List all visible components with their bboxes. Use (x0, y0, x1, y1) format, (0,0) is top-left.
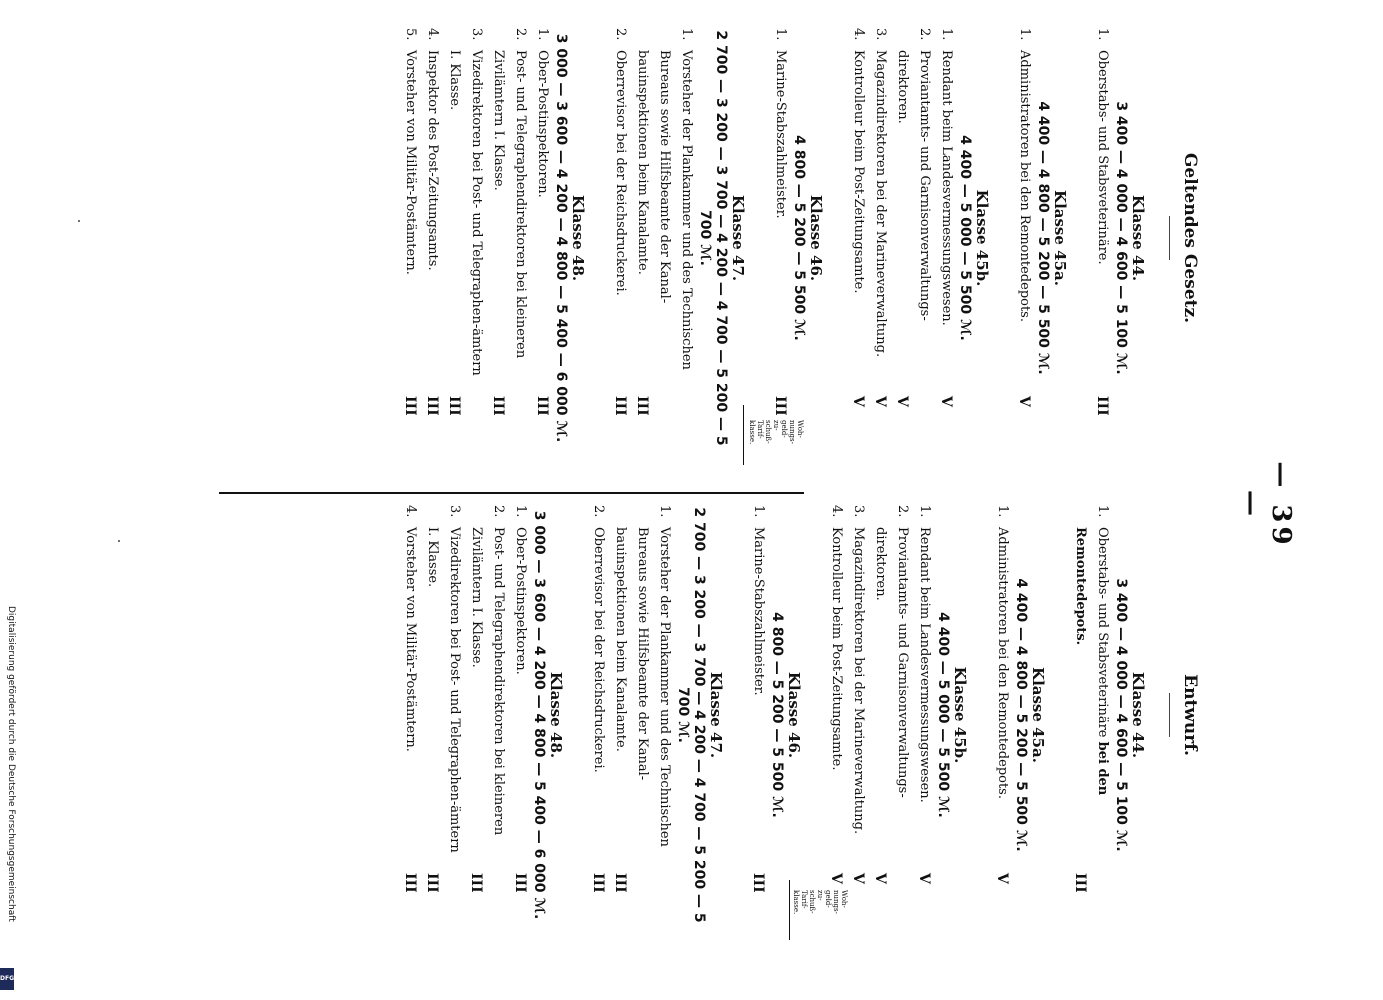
position-item: 2.Post- und Telegraphendirektoren bei kleineren Zivilämtern I. Klasse. III (487, 28, 531, 380)
position-item: 1.Administratoren bei den Remontedepots. V (1013, 28, 1035, 380)
salary-scale: 2 700 — 3 200 — 3 700 — 4 200 — 4 700 — 5 200 — 5 700 ℳ. (697, 30, 729, 446)
item-text: Vorsteher der Plankammer und des Technischen Bureaus sowie Hilfsbeamte der Kanal-bauinspektionen beim Kanalamte. (635, 50, 694, 370)
class-section (399, 505, 565, 925)
class-section (1091, 28, 1147, 448)
column-heading: Geltendes Gesetz. (1180, 152, 1200, 324)
item-number: 3. (851, 505, 866, 518)
item-text: Vorsteher von Militär-Postämtern. (403, 527, 418, 752)
position-item: 1.Ober-Postinspektoren. III (531, 28, 553, 380)
page-number: — 39 — (1236, 461, 1296, 549)
item-number: 4. (829, 505, 844, 518)
item-text: Post- und Telegraphendirektoren bei kleineren Zivilämtern I. Klasse. (491, 50, 528, 359)
dfg-logo: DFG (0, 968, 14, 990)
position-item: 1.Rendant beim Landesvermessungswesen. V (935, 28, 957, 380)
position-item: 1.Marine-Stabszahlmeister. III (747, 505, 769, 857)
item-text: Oberrevisor bei der Reichsdruckerei. (613, 50, 628, 296)
item-amendment: bei den Remontedepots. (1073, 527, 1110, 796)
class-title: Klasse 47. (707, 671, 725, 759)
digitization-credit (4, 606, 18, 996)
salary-scale: 4 800 — 5 200 — 5 500 ℳ. (791, 135, 807, 341)
class-title: Klasse 46. (785, 671, 803, 759)
salary-scale: 3 400 — 4 000 — 4 600 — 5 100 ℳ. (1113, 578, 1129, 852)
salary-scale: 4 400 — 4 800 — 5 200 — 5 500 ℳ. (1013, 578, 1029, 852)
class-title: Klasse 44. (1129, 194, 1147, 282)
position-item: 4.Kontrolleur beim Post-Zeitungsamte. V (825, 505, 847, 857)
item-text: Marine-Stabszahlmeister. (773, 50, 788, 219)
class-section (747, 505, 803, 925)
class-title: Klasse 48. (569, 194, 587, 282)
scanned-page (140, 0, 1300, 1000)
item-text: Kontrolleur beim Post-Zeitungsamte. (829, 527, 844, 771)
item-text: Vorsteher der Plankammer und des Technischen Bureaus sowie Hilfsbeamte der Kanal-bauinspektionen beim Kanalamte. (613, 527, 672, 847)
position-item: 4.Inspektor des Post-Zeitungsamts. III (421, 28, 443, 380)
position-item: 3.Magazindirektoren bei der Marineverwaltung. V (869, 28, 891, 380)
position-item: 4.Kontrolleur beim Post-Zeitungsamte. V (847, 28, 869, 380)
salary-scale: 4 400 — 5 000 — 5 500 ℳ. (957, 135, 973, 341)
section-list (399, 505, 1147, 925)
heading-rule (1169, 693, 1170, 737)
item-number: 4. (851, 28, 866, 41)
position-item: 1.Oberstabs- und Stabsveterinäre bei den Remontedepots. III (1069, 505, 1113, 857)
item-number: 1. (751, 505, 766, 518)
item-text: Oberstabs- und Stabsveterinäre (1095, 527, 1110, 738)
position-item: 1.Administratoren bei den Remontedepots. V (991, 505, 1013, 857)
class-title: Klasse 45a. (1051, 190, 1069, 286)
salary-scale: 3 400 — 4 000 — 4 600 — 5 100 ℳ. (1113, 101, 1129, 375)
tariff-column-header: Woh- nungs- geld- zu- schuß- Tarif- klasse. (792, 890, 848, 915)
item-text: Inspektor des Post-Zeitungsamts. (425, 50, 440, 271)
item-number: 2. (591, 505, 606, 518)
item-number: 1. (773, 28, 788, 41)
column-heading: Entwurf. (1180, 674, 1200, 756)
position-item: 2.Proviantamts- und Garnisonverwaltungs-direktoren. V (869, 505, 913, 857)
item-number: 2. (895, 505, 910, 518)
item-text: Marine-Stabszahlmeister. (751, 527, 766, 696)
item-number: 1. (513, 505, 528, 518)
item-text: Vizedirektoren bei Post- und Telegraphen-ämtern I. Klasse. (447, 50, 484, 376)
class-title: Klasse 45b. (951, 666, 969, 764)
class-title: Klasse 47. (729, 194, 747, 282)
column-current-law (399, 28, 1260, 448)
item-number: 1. (939, 28, 954, 41)
class-section (399, 28, 587, 448)
salary-scale: 3 000 — 3 600 — 4 200 — 4 800 — 5 400 — 6 000 ℳ. (531, 510, 547, 920)
item-number: 1. (1017, 28, 1032, 41)
item-number: 1. (1095, 28, 1110, 41)
item-number: 3. (873, 28, 888, 41)
item-text: Ober-Postinspektoren. (535, 50, 550, 198)
heading-rule (1169, 216, 1170, 260)
position-item: 4.Vorsteher von Militär-Postämtern. III (399, 505, 421, 857)
position-item: 3.Vizedirektoren bei Post- und Telegraphen-ämtern I. Klasse. III (421, 505, 465, 857)
position-item: 2.Oberrevisor bei der Reichsdruckerei. III (609, 28, 631, 380)
salary-scale: 4 400 — 5 000 — 5 500 ℳ. (935, 612, 951, 818)
item-text: Magazindirektoren bei der Marineverwaltung. (873, 50, 888, 358)
section-list (399, 28, 1147, 448)
item-number: 2. (613, 28, 628, 41)
class-title: Klasse 48. (547, 671, 565, 759)
table-rule (743, 405, 744, 465)
position-item: 5.Vorsteher von Militär-Postämtern. III (399, 28, 421, 380)
class-title: Klasse 45a. (1029, 667, 1047, 763)
item-text: Kontrolleur beim Post-Zeitungsamte. (851, 50, 866, 294)
item-text: Administratoren bei den Remontedepots. (1017, 50, 1032, 322)
item-text: Magazindirektoren bei der Marineverwaltung. (851, 527, 866, 835)
position-item: 1.Vorsteher der Plankammer und des Technischen Bureaus sowie Hilfsbeamte der Kanal-bauinspektionen beim Kanalamte. III (631, 28, 697, 380)
item-text: Oberrevisor bei der Reichsdruckerei. (591, 527, 606, 773)
item-text: Administratoren bei den Remontedepots. (995, 527, 1010, 799)
salary-scale: 2 700 — 3 200 — 3 700 — 4 200 — 4 700 — 5 200 — 5 700 ℳ. (675, 507, 707, 923)
position-item: 3.Magazindirektoren bei der Marineverwaltung. V (847, 505, 869, 857)
item-number: 4. (425, 28, 440, 41)
item-text: Ober-Postinspektoren. (513, 527, 528, 675)
position-item: 1.Vorsteher der Plankammer und des Technischen Bureaus sowie Hilfsbeamte der Kanal-bauinspektionen beim Kanalamte. III (609, 505, 675, 857)
item-number: 5. (403, 28, 418, 41)
item-number: 1. (995, 505, 1010, 518)
column-divider (219, 492, 804, 494)
class-section (847, 28, 991, 448)
item-number: 2. (513, 28, 528, 41)
class-section (769, 28, 825, 448)
position-item: 2.Post- und Telegraphendirektoren bei kleineren Zivilämtern I. Klasse. III (465, 505, 509, 857)
item-number: 1. (917, 505, 932, 518)
position-item: 1.Oberstabs- und Stabsveterinäre. III (1091, 28, 1113, 380)
item-number: 2. (491, 505, 506, 518)
column-draft (399, 505, 1260, 925)
item-number: 3. (447, 505, 462, 518)
item-text: Post- und Telegraphendirektoren bei kleineren Zivilämtern I. Klasse. (469, 527, 506, 836)
tariff-column-header: Woh- nungs- geld- zu- schuß- Tarif- klasse. (748, 420, 804, 445)
class-section (1069, 505, 1147, 925)
class-title: Klasse 46. (807, 194, 825, 282)
item-number: 1. (657, 505, 672, 518)
class-section (991, 505, 1047, 925)
position-item: 2.Oberrevisor bei der Reichsdruckerei. III (587, 505, 609, 857)
position-item: 1.Ober-Postinspektoren. III (509, 505, 531, 857)
table-rule (789, 880, 790, 940)
class-section (825, 505, 969, 925)
class-section (1013, 28, 1069, 448)
position-item: 1.Marine-Stabszahlmeister. III (769, 28, 791, 380)
item-number: 4. (403, 505, 418, 518)
credit-text: Digitalisierung gefördert durch die Deutsche Forschungsgemeinschaft (6, 606, 16, 922)
item-text: Vizedirektoren bei Post- und Telegraphen-ämtern I. Klasse. (425, 527, 462, 853)
item-number: 1. (679, 28, 694, 41)
class-title: Klasse 45b. (973, 189, 991, 287)
class-section (609, 28, 747, 448)
item-number: 2. (917, 28, 932, 41)
item-number: 1. (1095, 505, 1110, 518)
position-item: 2.Proviantamts- und Garnisonverwaltungs-direktoren. V (891, 28, 935, 380)
class-title: Klasse 44. (1129, 671, 1147, 759)
salary-scale: 3 000 — 3 600 — 4 200 — 4 800 — 5 400 — 6 000 ℳ. (553, 33, 569, 443)
class-section (587, 505, 725, 925)
salary-scale: 4 400 — 4 800 — 5 200 — 5 500 ℳ. (1035, 101, 1051, 375)
salary-scale: 4 800 — 5 200 — 5 500 ℳ. (769, 612, 785, 818)
item-text: Proviantamts- und Garnisonverwaltungs-direktoren. (873, 527, 910, 798)
item-text: Rendant beim Landesvermessungswesen. (939, 50, 954, 326)
position-item: 3.Vizedirektoren bei Post- und Telegraphen-ämtern I. Klasse. III (443, 28, 487, 380)
item-text: Proviantamts- und Garnisonverwaltungs-direktoren. (895, 50, 932, 321)
item-text: Oberstabs- und Stabsveterinäre. (1095, 50, 1110, 265)
item-text: Rendant beim Landesvermessungswesen. (917, 527, 932, 803)
item-number: 1. (535, 28, 550, 41)
scan-speck (118, 540, 120, 542)
item-text: Vorsteher von Militär-Postämtern. (403, 50, 418, 275)
position-item: 1.Rendant beim Landesvermessungswesen. V (913, 505, 935, 857)
item-number: 3. (469, 28, 484, 41)
scan-speck (78, 220, 80, 222)
